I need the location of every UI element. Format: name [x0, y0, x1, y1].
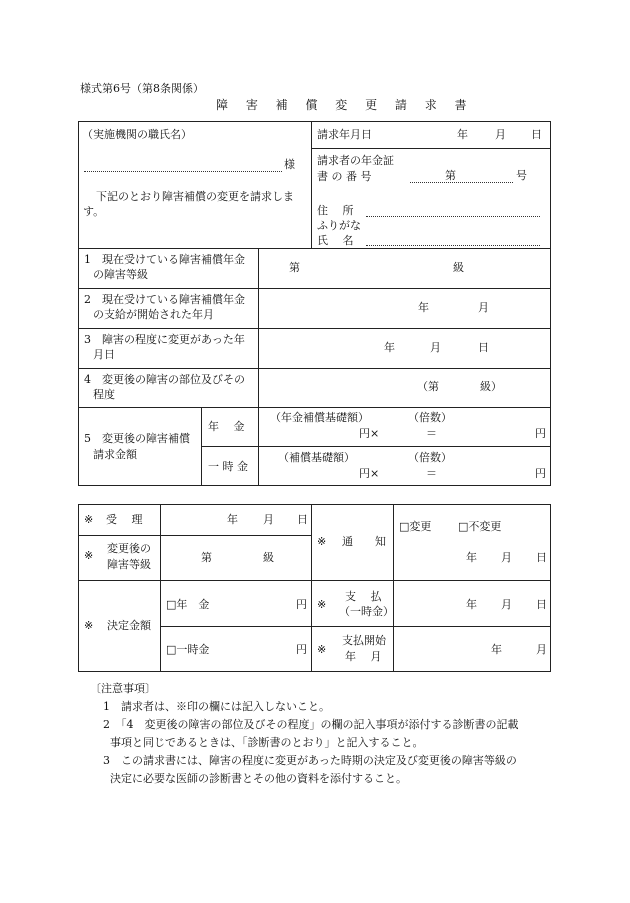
furigana-label: ふりがな	[317, 219, 361, 232]
name-label: 氏 名	[317, 234, 354, 247]
cert-number-label: 請求者の年金証	[317, 154, 394, 167]
payment-label: 支 払	[345, 590, 382, 603]
form-number: 様式第6号（第8条関係）	[80, 82, 204, 95]
pension-checkbox: □年 金	[166, 598, 210, 611]
document-page: 様式第6号（第8条関係） 障 害 補 償 変 更 請 求 書 （実施機関の職氏名） 様 下記のとおり障害補償の変更を請求しま す。 請求年月日 年 月 日 請求者の年金証 書 の 番 号 第 号 住 所 ふりがな 氏 名 1 現在受けている障害補償年金 の障害等級 第 級 2 現在受けている障害補償年金 の支給が開始された年月 年 月 3 障害の程度に変更があった年 月日 年 月 日 4 変更後の障害の部位及びその 程度 （第 級） 5 変更後の障害補償 請求金額 年 金 （年金補償基礎額） （倍数） 円× ＝ 円 一 時 金 （補償基礎額） （倍数） 円× ＝ 円 ※ 受 理 年 月 日 ※ 変更後の 障害等級 第 級 ※ 通 知 □変更 □不変更 年 月 日 ※ 決定金額 □年 金 円 □一時金 円 ※ 支 払 （一時金） 年 月 日 ※ 支払開始 年 月 年 月 〔注意事項〕 1 請求者は、※印の欄には記入しないこと。 2 「4 変更後の障害の部位及びその程度」の欄の記入事項が添付する診断書の記載 事項と同じであるときは、「診断書のとおり」と記入すること。 3 この請求書には、障害の程度に変更があった時期の決定及び変更後の障害等級の 決定に必要な医師の診断書とその他の資料を添付すること。	[0, 0, 630, 903]
pension-row-label: 年 金	[208, 420, 245, 433]
agency-name-line	[84, 171, 282, 172]
note-3: 3 この請求書には、障害の程度に変更があった時期の決定及び変更後の障害等級の	[103, 754, 517, 767]
payment-start-label: 支払開始	[342, 634, 386, 647]
decided-amount-label: 決定金額	[107, 619, 151, 632]
receipt-label: 受 理	[106, 513, 143, 526]
grade-after-change-label: 変更後の	[107, 542, 151, 555]
note-2: 2 「4 変更後の障害の部位及びその程度」の欄の記入事項が添付する診断書の記載	[103, 718, 519, 731]
lump-sum-row-label: 一 時 金	[208, 460, 248, 473]
form-title: 障 害 補 償 変 更 請 求 書	[216, 98, 474, 112]
item-3-label: 3 障害の程度に変更があった年	[84, 333, 245, 346]
request-text: 下記のとおり障害補償の変更を請求しま	[96, 190, 294, 203]
item-1-label: 1 現在受けている障害補償年金	[84, 253, 245, 266]
note-1: 1 請求者は、※印の欄には記入しないこと。	[103, 700, 330, 713]
address-label: 住 所	[317, 204, 354, 217]
name-line	[366, 245, 540, 246]
item-5-label: 5 変更後の障害補償	[84, 432, 190, 445]
address-line	[366, 216, 540, 217]
notice-label: 通 知	[342, 535, 386, 548]
honorific: 様	[284, 158, 295, 171]
item-4-label: 4 変更後の障害の部位及びその	[84, 373, 245, 386]
notes-heading: 〔注意事項〕	[90, 682, 156, 695]
change-checkbox: □変更	[399, 520, 432, 533]
lump-sum-checkbox: □一時金	[166, 643, 210, 656]
item-2-label: 2 現在受けている障害補償年金	[84, 293, 245, 306]
agency-label: （実施機関の職氏名）	[82, 128, 192, 141]
no-change-checkbox: □不変更	[458, 520, 502, 533]
claim-date-label: 請求年月日	[317, 128, 372, 141]
